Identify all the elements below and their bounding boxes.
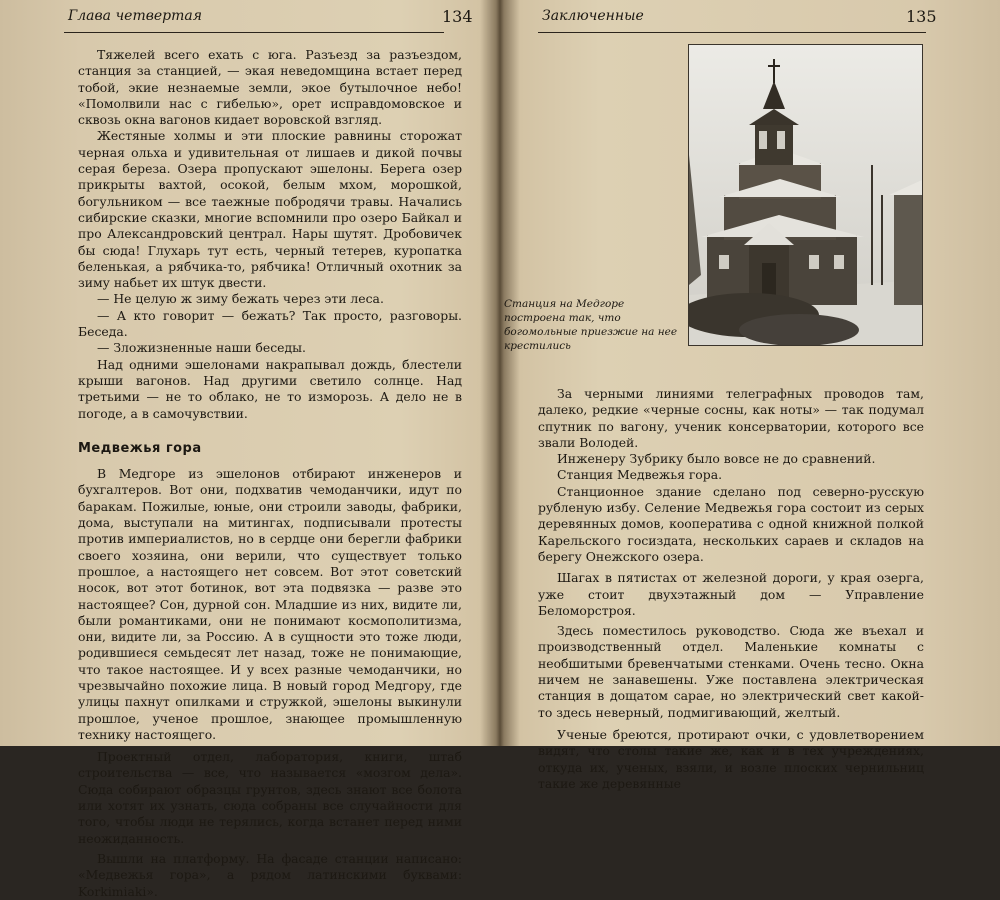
paragraph: Инженеру Зубрику было вовсе не до сравнений. [557, 451, 876, 467]
running-head-left: Глава четвертая [68, 8, 203, 24]
page-number-left: 134 [442, 7, 473, 26]
paragraph: Здесь поместилось руководство. Сюда же въехал и производственный отдел. Маленькие комнаты с необшитыми бревенчатыми стенками. Очень тесно. Окна ничем не занавешены. Уже поставлена электрическая станция в дощатом сарае, но электрический свет какой-то здесь неверный, подмигивающий, желтый. [538, 623, 924, 720]
church-photo [688, 44, 923, 346]
paragraph: За черными линиями телеграфных проводов там, далеко, редкие «черные сосны, как ноты» — так подумал спутник по вагону, ученик консерватории, которого все звали Володей. [538, 386, 924, 450]
wooden-church-illustration [689, 45, 922, 345]
paragraph: Станция Медвежья гора. [557, 467, 723, 483]
running-head-right: Заключенные [542, 8, 644, 24]
paragraph: Жестяные холмы и эти плоские равнины сторожат черная ольха и удивительная от лишаев и дикой почвы серая береза. Озера пропускают эшелоны. Берега озер прикрыты вахтой, осокой, белым мхом, морошкой, богульником — все таежные побродячи травы. Начались сибирские сказки, многие вспомнили про озеро Байкал и про Александровский централ. Нары шутят. Дробовичек бы сюда! Глухарь тут есть, черный тетерев, куропатка беленькая, а рябчика-то, рябчика! Отличный охотник за зиму набьет их штук двести. [78, 128, 462, 291]
paragraph: Над одними эшелонами накрапывал дождь, блестели крыши вагонов. Над другими светило солнце. Над третьими — не то облако, не то изморозь. А дело не в погоде, а в самочувствии. [78, 356, 462, 421]
right-page [502, 0, 1000, 791]
paragraph: В Медгоре из эшелонов отбирают инженеров и бухгалтеров. Вот они, подхватив чемоданчики, идут по баракам. Пожилые, юные, они строили заводы, фабрики, дома, выступали на митингах, подписывали протесты против империалистов, но в сердце они берегли фабрики своего хозяина, они верили, что существует только прошлое, а настоящего нет совсем. Вот этот советский носок, вот этот ботинок, вот эта подвязка — разве это настоящее? Сон, дурной сон. Младшие из них, видите ли, были романтиками, они не понимают космополитизма, они, видите ли, за Россию. А в сущности это тоже люди, родившиеся семьдесят лет назад, тоже не понимающие, что такое настоящее. И у всех разные чемоданчики, но чрезвычайно похожие лица. В новый город Медгору, где улицы пахнут опилками и стружкой, эшелоны выкинули прошлое, ученое прошлое, знающее промышленную технику настоящего. [78, 466, 462, 742]
dialogue-line: — Не целую ж зиму бежать через эти леса. [97, 291, 384, 307]
paragraph: Вышли на платформу. На фасаде станции написано: «Медвежья гора», а рядом латинскими буквами: Korkimiaki». [78, 850, 462, 899]
dialogue-line: — А кто говорит — бежать? Так просто, разговоры. Беседа. [78, 307, 462, 340]
header-rule-left [64, 32, 444, 33]
left-page-body [78, 47, 462, 900]
header-rule-right [538, 32, 926, 33]
photo-caption: Станция на Медгоре построена так, что богомольные приезжие на нее крестились [504, 298, 678, 352]
dialogue-line: — Зложизненные наши беседы. [97, 340, 306, 356]
paragraph: Станционное здание сделано под северно-русскую рубленую избу. Селение Медвежья гора состоит из серых деревянных домов, кооператива с одной книжной полкой Карельского госиздата, нескольких сараев и складов на берегу Онежского озера. [538, 483, 924, 564]
paragraph: Проектный отдел, лаборатория, книги, штаб строительства — все, что называется «мозгом дела». Сюда собирают образцы грунтов, здесь знают все болота или хотят их узнать, сюда собраны все случайности для того, чтобы люди не терялись, когда встанет перед ними неожиданность. [78, 749, 462, 846]
section-title: Медвежья гора [78, 440, 202, 456]
paragraph: Шагах в пятистах от железной дороги, у края озерга, уже стоит двухэтажный дом — Управление Беломорстроя. [538, 570, 924, 618]
left-page [0, 0, 498, 899]
page-number-right: 135 [906, 7, 937, 26]
paragraph: Ученые бреются, протирают очки, с удовлетворением видят, что столы такие же, как и в тех учреждениях, откуда их, ученых, взяли, и возле плоских чернильниц такие же деревянные [538, 726, 924, 791]
right-page-body [538, 386, 924, 792]
paragraph: Тяжелей всего ехать с юга. Разъезд за разъездом, станция за станцией, — экая неведомщина встает перед тобой, экие незнаемые земли, экое бутылочное небо! «Помолвили нас с гибелью», орет исправдомовское и сквозь окна вагонов кидает воровской взгляд. [78, 47, 462, 128]
